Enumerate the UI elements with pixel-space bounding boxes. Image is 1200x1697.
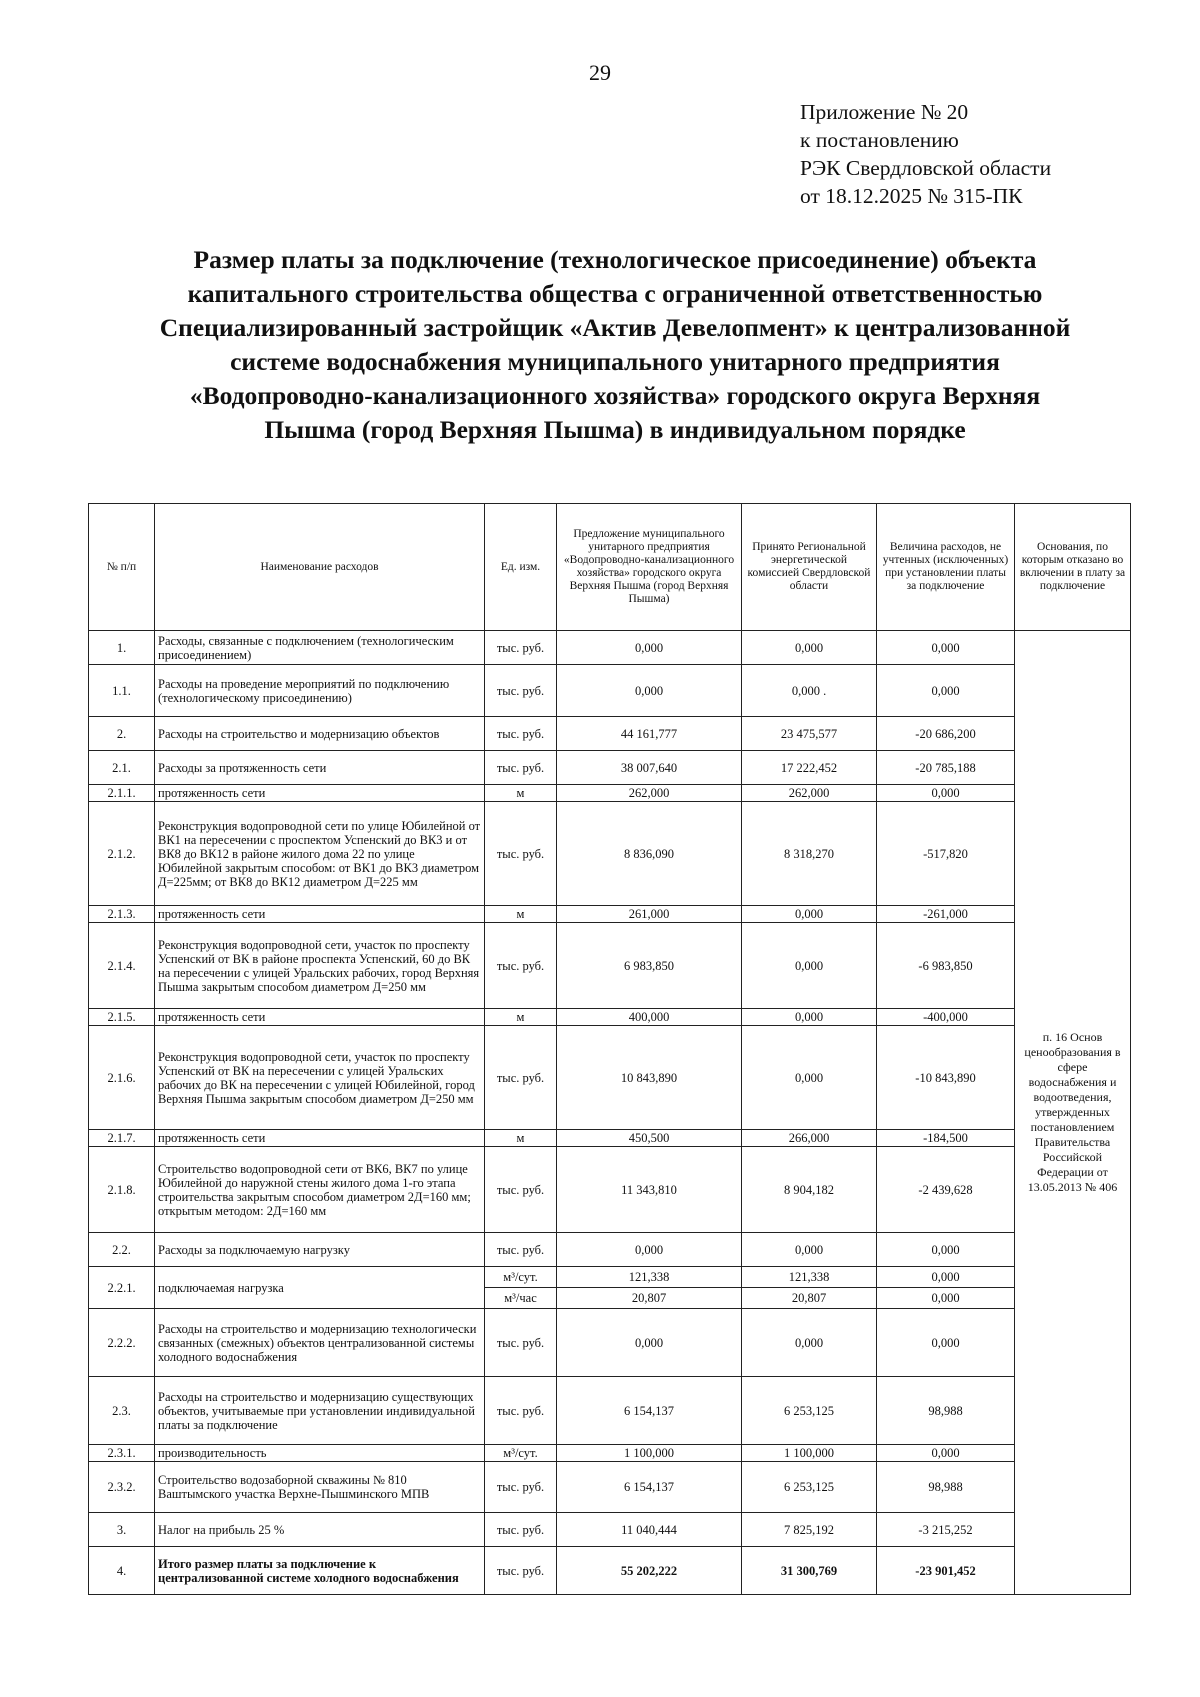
row-name: Расходы на строительство и модернизацию объектов [155,717,485,751]
row-proposal: 400,000 [557,1009,742,1026]
row-accepted: 0,000 [742,1026,877,1130]
row-accepted: 0,000 [742,1309,877,1377]
table-row [89,665,1131,717]
row-number: 2.1.2. [89,802,155,906]
row-name: протяженность сети [155,1009,485,1026]
row-unit: тыс. руб. [485,1377,557,1445]
row-name: Реконструкция водопроводной сети, участок по проспекту Успенский от ВК на пересечении с улицей Уральских рабочих до ВК на пересечении с улицей Юбилейной, город Верхняя Пышма закрытым способом диаметром Д=250 мм [155,1026,485,1130]
row-number: 3. [89,1513,155,1547]
row-excluded: 0,000 [877,665,1015,717]
row-unit: тыс. руб. [485,631,557,665]
row-excluded: -6 983,850 [877,923,1015,1009]
row-number: 2. [89,717,155,751]
row-accepted: 17 222,452 [742,751,877,785]
table-row [89,751,1131,785]
row-number: 2.3.1. [89,1445,155,1462]
row-proposal: 38 007,640 [557,751,742,785]
appendix-line: Приложение № 20 [800,100,969,124]
row-excluded: 0,000 [877,1309,1015,1377]
row-proposal: 261,000 [557,906,742,923]
row-number: 2.2. [89,1233,155,1267]
row-accepted: 121,338 [742,1267,877,1288]
row-proposal: 0,000 [557,1309,742,1377]
row-excluded: 0,000 [877,785,1015,802]
table-body [89,631,1131,1595]
row-accepted: 8 904,182 [742,1147,877,1233]
row-basis: п. 16 Основ ценообразования в сфере водоснабжения и водоотведения, утвержденных постановлением Правительства Российской Федерации от 13.05.2013 № 406 [1015,631,1131,1595]
row-accepted: 6 253,125 [742,1377,877,1445]
row-accepted: 0,000 [742,923,877,1009]
table-row [89,1267,1131,1288]
title-line: Размер платы за подключение (технологическое присоединение) объекта [193,245,1037,274]
row-accepted: 20,807 [742,1288,877,1309]
row-number: 2.1.3. [89,906,155,923]
row-name: протяженность сети [155,906,485,923]
row-name: Расходы за протяженность сети [155,751,485,785]
row-excluded: -20 686,200 [877,717,1015,751]
row-excluded: 0,000 [877,1233,1015,1267]
row-name: производительность [155,1445,485,1462]
row-name: Расходы на строительство и модернизацию существующих объектов, учитываемые при установлении индивидуальной платы за подключение [155,1377,485,1445]
header-excluded: Величина расходов, не учтенных (исключенных) при установлении платы за подключение [877,504,1015,631]
row-excluded: 0,000 [877,631,1015,665]
table-row [89,1147,1131,1233]
row-number: 4. [89,1547,155,1595]
row-unit: тыс. руб. [485,802,557,906]
row-excluded: -2 439,628 [877,1147,1015,1233]
row-unit: тыс. руб. [485,1547,557,1595]
row-number: 2.1.5. [89,1009,155,1026]
row-unit: тыс. руб. [485,1147,557,1233]
row-proposal: 262,000 [557,785,742,802]
row-number: 1. [89,631,155,665]
row-accepted: 0,000 [742,906,877,923]
table-row [89,1377,1131,1445]
row-name: Расходы на проведение мероприятий по подключению (технологическому присоединению) [155,665,485,717]
table-row [89,1513,1131,1547]
row-proposal: 11 343,810 [557,1147,742,1233]
row-accepted: 0,000 [742,1233,877,1267]
header-basis: Основания, по которым отказано во включении в плату за подключение [1015,504,1131,631]
appendix-line: от 18.12.2025 № 315-ПК [800,184,1023,208]
row-excluded: 0,000 [877,1267,1015,1288]
table-row [89,1309,1131,1377]
row-number: 2.3. [89,1377,155,1445]
row-excluded: -3 215,252 [877,1513,1015,1547]
title-line: Пышма (город Верхняя Пышма) в индивидуальном порядке [264,415,966,444]
row-accepted: 7 825,192 [742,1513,877,1547]
appendix-block [800,98,1051,210]
row-unit: м [485,785,557,802]
row-excluded: 0,000 [877,1288,1015,1309]
row-accepted: 262,000 [742,785,877,802]
row-number: 2.3.2. [89,1462,155,1513]
row-name: Расходы, связанные с подключением (технологическим присоединением) [155,631,485,665]
row-unit: м [485,1009,557,1026]
row-number: 2.1.8. [89,1147,155,1233]
row-excluded: 98,988 [877,1462,1015,1513]
table-row [89,1462,1131,1513]
row-unit: тыс. руб. [485,923,557,1009]
row-proposal: 8 836,090 [557,802,742,906]
row-name: Расходы на строительство и модернизацию технологически связанных (смежных) объектов централизованной системы холодного водоснабжения [155,1309,485,1377]
row-number: 2.1.1. [89,785,155,802]
row-proposal: 44 161,777 [557,717,742,751]
row-unit: тыс. руб. [485,751,557,785]
row-number: 1.1. [89,665,155,717]
row-number: 2.1.6. [89,1026,155,1130]
row-accepted: 8 318,270 [742,802,877,906]
table-row [89,1547,1131,1595]
row-number: 2.2.2. [89,1309,155,1377]
row-name: Строительство водозаборной скважины № 810 Ваштымского участка Верхне-Пышминского МПВ [155,1462,485,1513]
row-name: Строительство водопроводной сети от ВК6, ВК7 по улице Юбилейной до наружной стены жилого дома 1-го этапа строительства закрытым способом диаметром 2Д=160 мм; открытым методом: 2Д=160 мм [155,1147,485,1233]
row-accepted: 23 475,577 [742,717,877,751]
row-unit: тыс. руб. [485,1026,557,1130]
appendix-line: к постановлению [800,128,959,152]
row-number: 2.1. [89,751,155,785]
header-num: № п/п [89,504,155,631]
page-number: 29 [589,60,611,85]
table-row [89,906,1131,923]
header-proposal: Предложение муниципального унитарного предприятия «Водопроводно-канализационного хозяйства» городского округа Верхняя Пышма (город Верхняя Пышма) [557,504,742,631]
row-excluded: -20 785,188 [877,751,1015,785]
row-accepted: 6 253,125 [742,1462,877,1513]
row-excluded: -400,000 [877,1009,1015,1026]
appendix-line: РЭК Свердловской области [800,156,1052,180]
title-line: капитального строительства общества с ограниченной ответственностью [187,279,1043,308]
table-row [89,1009,1131,1026]
row-excluded: -184,500 [877,1130,1015,1147]
row-unit: м [485,1130,557,1147]
table-row [89,1130,1131,1147]
row-accepted: 266,000 [742,1130,877,1147]
row-proposal: 6 983,850 [557,923,742,1009]
table-header-row [89,504,1131,631]
row-name: протяженность сети [155,1130,485,1147]
row-unit: тыс. руб. [485,1513,557,1547]
row-name: Итого размер платы за подключение к централизованной системе холодного водоснабжения [155,1547,485,1595]
fees-table [88,503,1131,1595]
table-row [89,1026,1131,1130]
title-line: системе водоснабжения муниципального унитарного предприятия [230,347,1000,376]
row-accepted: 31 300,769 [742,1547,877,1595]
row-proposal: 6 154,137 [557,1462,742,1513]
row-name: Реконструкция водопроводной сети, участок по проспекту Успенский от ВК в районе проспекта Успенский, 60 до ВК на пересечении с улицей Уральских рабочих, город Верхняя Пышма закрытым способом диаметром Д=250 мм [155,923,485,1009]
row-excluded: -261,000 [877,906,1015,923]
table-row [89,785,1131,802]
row-proposal: 450,500 [557,1130,742,1147]
row-proposal: 11 040,444 [557,1513,742,1547]
table-row [89,1233,1131,1267]
row-proposal: 10 843,890 [557,1026,742,1130]
row-name: протяженность сети [155,785,485,802]
header-name: Наименование расходов [155,504,485,631]
table-row [89,631,1131,665]
row-excluded: -10 843,890 [877,1026,1015,1130]
row-proposal: 121,338 [557,1267,742,1288]
header-accepted: Принято Региональной энергетической комиссией Свердловской области [742,504,877,631]
row-proposal: 1 100,000 [557,1445,742,1462]
row-unit: тыс. руб. [485,665,557,717]
row-unit: м³/сут. [485,1267,557,1288]
row-unit: тыс. руб. [485,1309,557,1377]
row-proposal: 0,000 [557,631,742,665]
row-accepted: 0,000 [742,1009,877,1026]
row-number: 2.1.7. [89,1130,155,1147]
row-number: 2.1.4. [89,923,155,1009]
row-unit: м³/сут. [485,1445,557,1462]
row-excluded: -517,820 [877,802,1015,906]
title-line: Специализированный застройщик «Актив Девелопмент» к централизованной [159,313,1071,342]
title-line: «Водопроводно-канализационного хозяйства» городского округа Верхняя [189,381,1041,410]
header-unit: Ед. изм. [485,504,557,631]
table-row [89,1445,1131,1462]
row-accepted: 1 100,000 [742,1445,877,1462]
row-unit: тыс. руб. [485,1233,557,1267]
row-proposal: 0,000 [557,1233,742,1267]
row-name: подключаемая нагрузка [155,1267,485,1309]
row-excluded: -23 901,452 [877,1547,1015,1595]
row-unit: м³/час [485,1288,557,1309]
row-excluded: 98,988 [877,1377,1015,1445]
row-number: 2.2.1. [89,1267,155,1309]
row-proposal: 0,000 [557,665,742,717]
row-unit: тыс. руб. [485,717,557,751]
row-name: Налог на прибыль 25 % [155,1513,485,1547]
row-unit: тыс. руб. [485,1462,557,1513]
row-accepted: 0,000 . [742,665,877,717]
row-name: Реконструкция водопроводной сети по улице Юбилейной от ВК1 на пересечении с проспектом Успенский до ВК3 и от ВК8 до ВК12 в районе жилого дома 22 по улице Юбилейной закрытым способом: от ВК1 до ВК3 диаметром Д=225мм; от ВК8 до ВК12 диаметром Д=225 мм [155,802,485,906]
row-proposal: 20,807 [557,1288,742,1309]
table-row [89,717,1131,751]
row-accepted: 0,000 [742,631,877,665]
row-proposal: 55 202,222 [557,1547,742,1595]
table-row [89,923,1131,1009]
table-row [89,802,1131,906]
document-title [100,243,1130,447]
row-excluded: 0,000 [877,1445,1015,1462]
row-proposal: 6 154,137 [557,1377,742,1445]
row-unit: м [485,906,557,923]
row-name: Расходы за подключаемую нагрузку [155,1233,485,1267]
